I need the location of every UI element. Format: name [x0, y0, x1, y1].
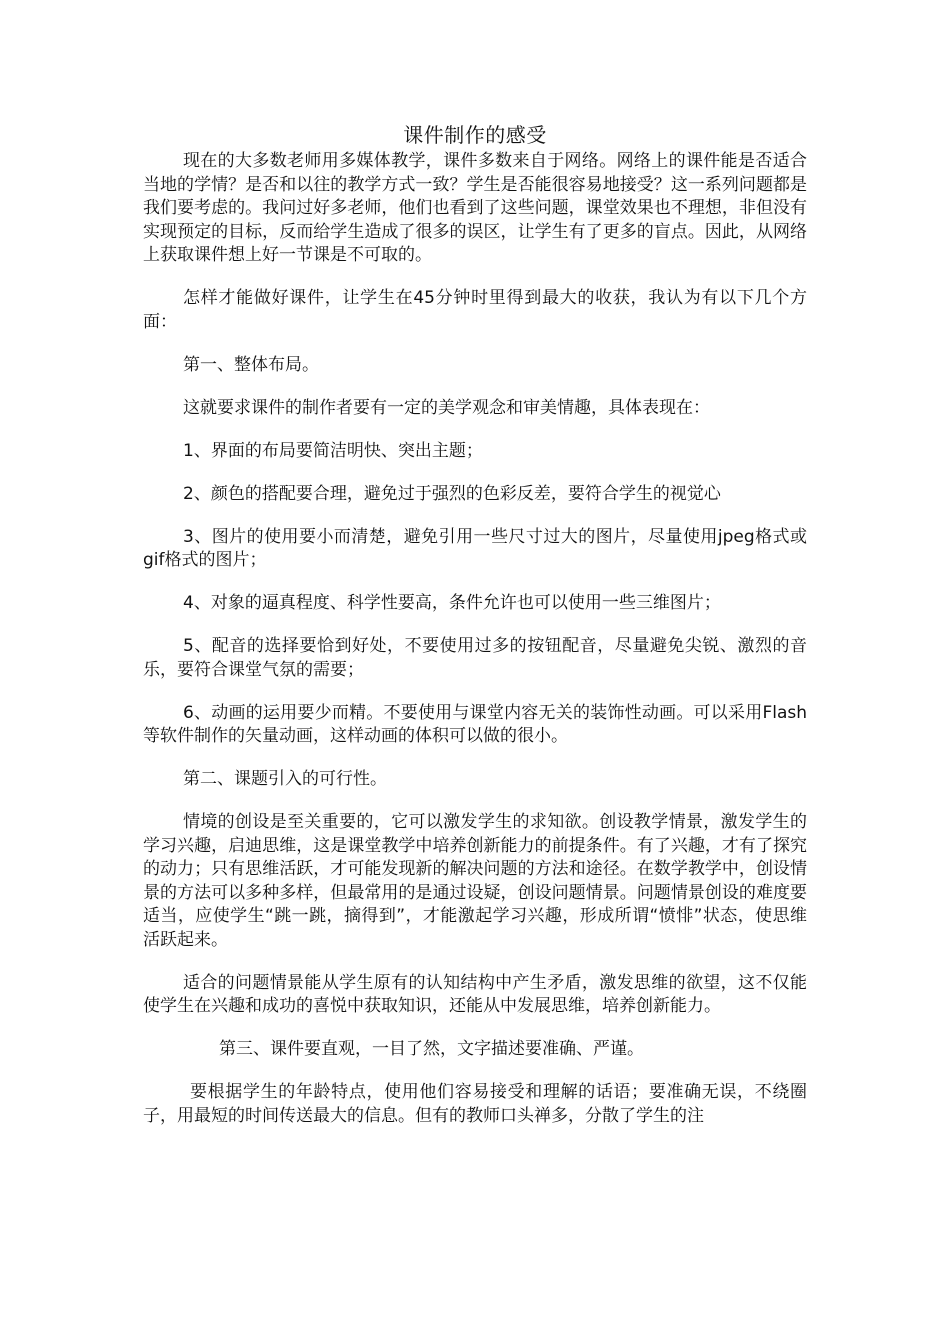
list-item: 4、对象的逼真程度、科学性要高，条件允许也可以使用一些三维图片；	[183, 593, 721, 613]
list-item: 2、颜色的搭配要合理，避免过于强烈的色彩反差，要符合学生的视觉心	[183, 483, 721, 504]
paragraph: 怎样才能做好课件，让学生在45分钟时里得到最大的收获，我认为有以下几个方面：	[143, 288, 807, 332]
paragraph: 情境的创设是至关重要的，它可以激发学生的求知欲。创设教学情景，激发学生的学习兴趣，启迪思维，这是课堂教学中培养创新能力的前提条件。有了兴趣，才有了探究的动力；只有思维活跃，才可能发现新的解决问题的方法和途径。在数学教学中，创设情景的方法可以多种多样，但最常用的是通过设疑，创设问题情景。问题情景创设的难度要适当，应使学生“跳一跳，摘得到”，才能激起学习兴趣，形成所谓“愤悱”状态，使思维活跃起来。	[143, 812, 807, 950]
list-item: 6、动画的运用要少而精。不要使用与课堂内容无关的装饰性动画。可以采用Flash等软件制作的矢量动画，这样动画的体积可以做的很小。	[143, 702, 807, 746]
document-page	[143, 120, 807, 1128]
paragraph: 要根据学生的年龄特点，使用他们容易接受和理解的话语；要准确无误，不绕圈子，用最短的时间传送最大的信息。但有的教师口头禅多，分散了学生的注	[143, 1082, 807, 1126]
list-item: 3、图片的使用要小而清楚，避免引用一些尺寸过大的图片，尽量使用jpeg格式或gif格式的图片；	[143, 526, 807, 570]
paragraph: 适合的问题情景能从学生原有的认知结构中产生矛盾，激发思维的欲望，这不仅能使学生在兴趣和成功的喜悦中获取知识，还能从中发展思维，培养创新能力。	[143, 972, 807, 1016]
list-item: 5、配音的选择要恰到好处，不要使用过多的按钮配音，尽量避免尖锐、激烈的音乐，要符合课堂气氛的需要；	[143, 636, 807, 680]
paragraph: 现在的大多数老师用多媒体教学，课件多数来自于网络。网络上的课件能是否适合当地的学情？是否和以往的教学方式一致？学生是否能很容易地接受？这一系列问题都是我们要考虑的。我问过好多老师，他们也看到了这些问题，课堂效果也不理想，非但没有实现预定的目标，反而给学生造成了很多的误区，让学生有了更多的盲点。因此，从网络上获取课件想上好一节课是不可取的。	[143, 151, 807, 265]
document-title: 课件制作的感受	[403, 123, 547, 147]
section-heading: 第三、课件要直观，一目了然，文字描述要准确、严谨。	[219, 1039, 644, 1059]
section-heading: 第一、整体布局。	[183, 354, 319, 375]
paragraph: 这就要求课件的制作者要有一定的美学观念和审美情趣，具体表现在：	[183, 397, 710, 418]
list-item: 1、界面的布局要简洁明快、突出主题；	[183, 440, 483, 461]
section-heading: 第二、课题引入的可行性。	[183, 769, 387, 789]
